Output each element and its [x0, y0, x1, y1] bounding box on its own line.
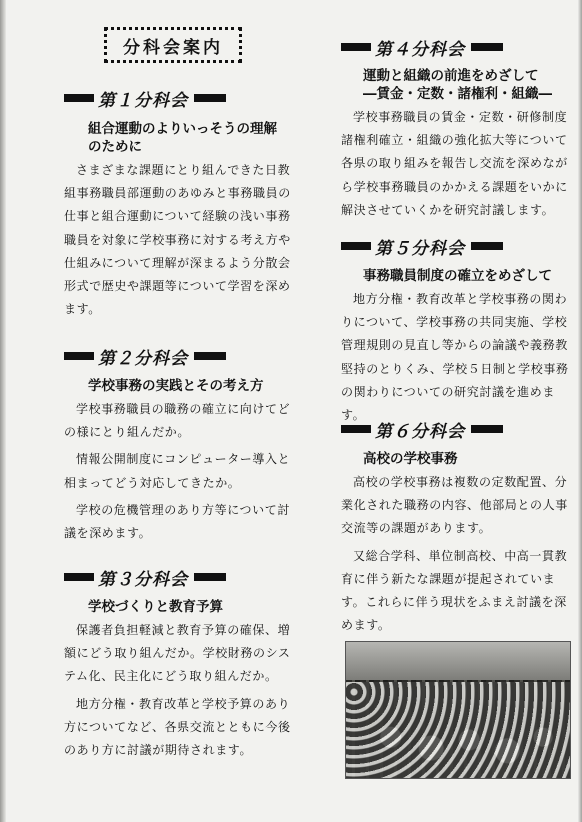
- section-paragraph: 学校事務職員の賃金・定数・研修制度諸権利確立・組織の強化拡大等について各県の取り組みを報告し交流を深めながら学校事務職員のかかえる課題をいかに解決させていくかを研究討議します。: [341, 110, 568, 217]
- section-heading: [64, 566, 304, 588]
- heading-bar-right: [471, 43, 503, 51]
- section-5: [341, 235, 573, 427]
- section-subtitle: 事務職員制度の確立をめざして: [363, 268, 552, 284]
- heading-bar-left: [341, 43, 371, 51]
- section-paragraph: さまざまな課題にとり組んできた日教組事務職員部運動のあゆみと事務職員の仕事と組合運動について経験の浅い事務職員を対象に学校事務に対する考え方や仕組みについて理解が深まるよう分散会形式で歴史や課題等について学習を深めます。: [64, 163, 291, 317]
- heading-text: 第６分科会: [375, 421, 465, 442]
- section-subtitle: 学校づくりと教育予算: [88, 599, 223, 615]
- section-paragraph: 又総合学科、単位制高校、中高一貫教育に伴う新たな課題が提起されています。これらに伴う現状をふまえ討議を深めます。: [341, 548, 568, 633]
- page-edge-left: [0, 0, 6, 822]
- section-2: [64, 345, 304, 545]
- section-heading: [64, 87, 304, 109]
- section-paragraph: 学校事務職員の職務の確立に向けてどの様にとり組んだか。: [64, 402, 291, 440]
- section-paragraph: 学校の危機管理のあり方等について討議を深めます。: [64, 502, 290, 541]
- page-title: 分科会案内: [104, 27, 242, 63]
- section-subtitle: 高校の学校事務: [363, 451, 458, 467]
- heading-bar-right: [194, 573, 226, 581]
- heading-text: 第１分科会: [98, 90, 188, 111]
- section-6: [341, 418, 573, 637]
- page-edge-right: [578, 0, 582, 822]
- section-paragraph: 地方分権・教育改革と学校事務の関わりについて、学校事務の共同実施、学校管理規則の見直し等からの論議や義務教堅持のとりくみ、学校５日制と学校事務の関わりについての研究討議を進めます。: [341, 292, 569, 423]
- section-heading: [341, 418, 573, 440]
- section-subtitle: 組合運動のよりいっそうの理解 のために: [88, 121, 277, 155]
- heading-text: 第５分科会: [375, 238, 465, 259]
- section-paragraph: 高校の学校事務は複数の定数配置、分業化された職務の内容、他部局との人事交流等の課題があります。: [341, 475, 568, 536]
- section-heading: [341, 235, 573, 257]
- heading-bar-right: [194, 94, 226, 102]
- heading-bar-right: [471, 425, 503, 433]
- heading-text: 第４分科会: [375, 39, 465, 60]
- heading-bar-left: [64, 94, 94, 102]
- heading-bar-left: [341, 242, 371, 250]
- heading-bar-right: [194, 352, 226, 360]
- section-1: [64, 87, 304, 321]
- photo-audience: [346, 682, 570, 778]
- heading-bar-left: [341, 425, 371, 433]
- section-heading: [341, 36, 573, 58]
- heading-bar-left: [64, 573, 94, 581]
- section-subtitle: 運動と組織の前進をめざして ―賃金・定数・諸権利・組織―: [363, 68, 552, 102]
- heading-text: 第３分科会: [98, 569, 188, 590]
- section-heading: [64, 345, 304, 367]
- heading-bar-left: [64, 352, 94, 360]
- section-paragraph: 地方分権・教育改革と学校予算のあり方についてなど、各県交流とともに今後のあり方に討議が期待されます。: [64, 696, 291, 758]
- heading-bar-right: [471, 242, 503, 250]
- section-3: [64, 566, 304, 762]
- section-paragraph: 保護者負担軽減と教育予算の確保、増額にどう取り組んだか。学校財務のシステム化、民主化にどう取り組んだか。: [64, 623, 291, 684]
- heading-text: 第２分科会: [98, 348, 188, 369]
- conference-photo: [345, 641, 571, 779]
- photo-ceiling: [346, 642, 570, 680]
- section-paragraph: 情報公開制度にコンピューター導入と相まってどう対応してきたか。: [64, 452, 291, 490]
- section-subtitle: 学校事務の実践とその考え方: [88, 378, 264, 394]
- section-4: [341, 36, 573, 222]
